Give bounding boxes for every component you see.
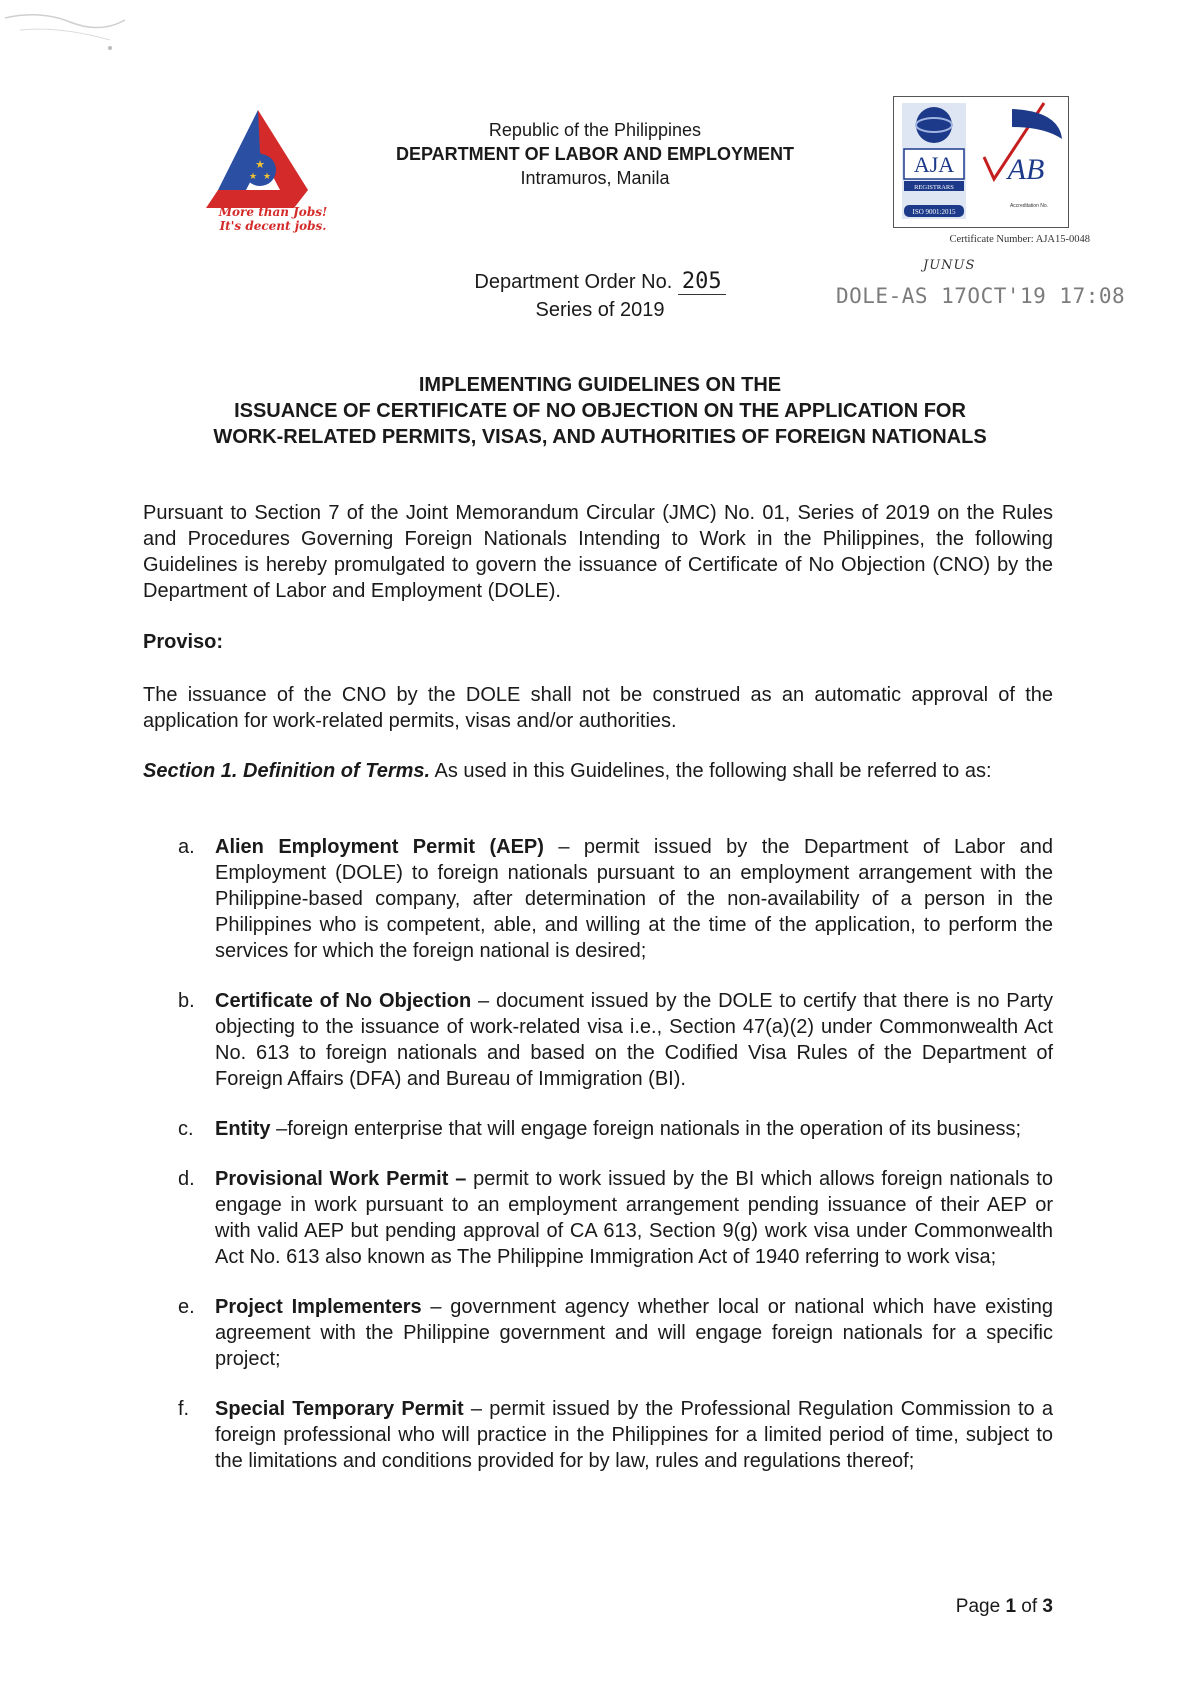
svg-text:★: ★ (255, 158, 265, 171)
proviso-heading: Proviso: (143, 631, 224, 653)
total-pages: 3 (1042, 1596, 1053, 1617)
dole-logo-icon (198, 108, 348, 236)
order-label: Department Order No. (474, 271, 673, 293)
certificate-number: Certificate Number: AJA15-0048 (949, 234, 1090, 245)
list-item (178, 1116, 1053, 1142)
svg-text:AJA: AJA (913, 152, 955, 177)
proviso-paragraph: The issuance of the CNO by the DOLE shall not be construed as an automatic approval of the application for work-related permits, visas and/or authorities. (143, 684, 1053, 732)
title-line-1: IMPLEMENTING GUIDELINES ON THE (418, 374, 782, 396)
intro-paragraph: Pursuant to Section 7 of the Joint Memorandum Circular (JMC) No. 01, Series of 2019 on the Rules and Procedures Governing Foreign Nationals Intending to Work in the Philippines, the following Guidelines is hereby promulgated to govern the issuance of Certificate of No Objection (CNO) by the Department of Labor and Employment (DOLE). (143, 502, 1053, 602)
svg-text:Accreditation No.: Accreditation No. (1009, 203, 1049, 209)
section-1-intro (143, 758, 1053, 784)
page-of: of (1016, 1596, 1043, 1617)
definition-text: – document issued by the DOLE to certify that there is no Party objecting to the issuance of work-related visa i.e., Section 47(a)(2) under Commonwealth Act No. 613 to foreign nationals and based on the Codified Visa Rules of the Department of Foreign Affairs (DFA) and Bureau of Immigration (BI). (215, 990, 1053, 1090)
definition-term: Alien Employment Permit (AEP) (215, 836, 544, 858)
department-name: DEPARTMENT OF LABOR AND EMPLOYMENT (396, 144, 794, 164)
list-item (178, 834, 1053, 964)
definition-text: –foreign enterprise that will engage foreign nationals in the operation of its business; (270, 1118, 1022, 1140)
list-item (178, 988, 1053, 1092)
department-location: Intramuros, Manila (520, 168, 670, 188)
page-number (900, 1596, 1053, 1618)
svg-text:It's decent jobs.: It's decent jobs. (219, 219, 327, 233)
svg-text:AB: AB (1007, 153, 1045, 186)
definition-text: – permit issued by the Department of Labor and Employment (DOLE) to foreign nationals pursuant to an employment arrangement with the Philippine-based company, after determination of the non-availability of a person in the Philippines who is competent, able, and willing at the time of the application, to perform the services for which the foreign national is desired; (215, 836, 1053, 962)
definition-text: – government agency whether local or national which have existing agreement with the Philippine government and will engage foreign nationals for a specific project; (215, 1296, 1053, 1370)
list-marker: f. (178, 1398, 190, 1420)
order-number: 205 (678, 269, 726, 295)
list-marker: e. (178, 1296, 195, 1318)
definition-term: Certificate of No Objection (215, 990, 472, 1012)
list-item (178, 1166, 1053, 1270)
aja-jab-certification-icon (894, 97, 1067, 226)
title-line-2: ISSUANCE OF CERTIFICATE OF NO OBJECTION ON THE APPLICATION FOR (234, 400, 966, 422)
definition-term: Provisional Work Permit – (215, 1168, 467, 1190)
department-order (420, 268, 780, 324)
section-1-text: As used in this Guidelines, the following shall be referred to as: (430, 760, 992, 782)
svg-text:REGISTRARS: REGISTRARS (914, 184, 954, 191)
definition-term: Project Implementers (215, 1296, 422, 1318)
scan-smudge (0, 0, 130, 60)
list-marker: b. (178, 990, 195, 1012)
svg-text:★: ★ (248, 172, 258, 182)
definitions-list (178, 834, 1053, 1498)
list-item (178, 1294, 1053, 1372)
list-marker: a. (178, 836, 195, 858)
definition-term: Special Temporary Permit (215, 1398, 464, 1420)
order-series: Series of 2019 (535, 299, 665, 321)
svg-text:More than Jobs!: More than Jobs! (218, 205, 328, 219)
list-marker: d. (178, 1168, 195, 1190)
list-marker: c. (178, 1118, 194, 1140)
title-line-3: WORK-RELATED PERMITS, VISAS, AND AUTHORITIES OF FOREIGN NATIONALS (213, 426, 987, 448)
definition-term: Entity (215, 1118, 271, 1140)
agency-header (360, 118, 830, 190)
current-page: 1 (1005, 1596, 1017, 1617)
svg-text:★: ★ (262, 172, 272, 182)
certification-logos (893, 96, 1069, 228)
handwritten-initials: JUNUS (923, 258, 976, 273)
document-title (140, 372, 1060, 450)
definition-text: permit to work issued by the BI which allows foreign nationals to engage in work pursuant to an employment arrangement pending issuance of their AEP or with valid AEP but pending approval of CA 613, Section 9(g) work visa under Commonwealth Act No. 613 also known as The Philippine Immigration Act of 1940 referring to work visa; (215, 1168, 1053, 1268)
country-name: Republic of the Philippines (488, 120, 702, 140)
svg-text:ISO 9001:2015: ISO 9001:2015 (912, 208, 956, 216)
page-prefix: Page (955, 1596, 1006, 1617)
definition-text: – permit issued by the Professional Regulation Commission to a foreign professional who will practice in the Philippines for a limited period of time, subject to the limitations and conditions provided for by law, rules and regulations thereof; (215, 1398, 1053, 1472)
list-item (178, 1396, 1053, 1474)
section-1-heading: Section 1. Definition of Terms. (143, 760, 431, 782)
received-stamp: DOLE-AS 17OCT'19 17:08 (836, 284, 1126, 308)
